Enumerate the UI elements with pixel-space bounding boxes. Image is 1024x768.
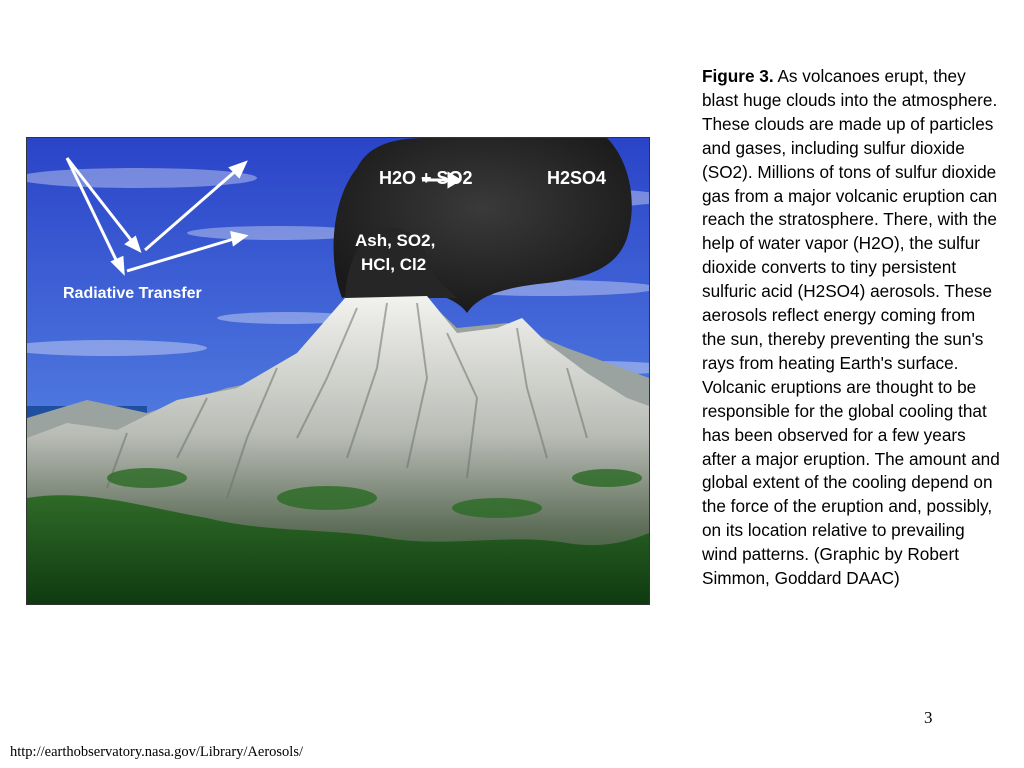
source-url: http://earthobservatory.nasa.gov/Library/Aerosols/: [10, 744, 304, 760]
radiative-transfer-label: Radiative Transfer: [63, 285, 202, 302]
reaction-product-label: H2SO4: [547, 168, 607, 188]
volcano-figure: [26, 137, 650, 605]
ash-gases-label-line2: HCl, Cl2: [361, 255, 427, 274]
page-number: 3: [924, 708, 933, 727]
caption-text: As volcanoes erupt, they blast huge clouds into the atmosphere. These clouds are made up of particles and gases, including sulfur dioxide (SO2). Millions of tons of sulfur dioxide gas from a major volcanic eruption can reach the stratosphere. There, with the help of water vapor (H2O), the sulfur dioxide converts to tiny persistent sulfuric acid (H2SO4) aerosols. These aerosols reflect energy coming from the sun, thereby preventing the sun's rays from heating Earth's surface. Volcanic eruptions are thought to be responsible for the global cooling that has been observed for a few years after a major eruption. The amount and global extent of the cooling depend on the force of the eruption and, possibly, on its location relative to prevailing wind patterns. (Graphic by Robert Simmon, Goddard DAAC): [702, 66, 1000, 589]
ash-gases-label-line1: Ash, SO2,: [355, 231, 436, 250]
figure-caption: [702, 65, 1002, 591]
reaction-reactants-label: H2O + SO2: [379, 168, 473, 188]
caption-label: Figure 3.: [702, 66, 774, 86]
